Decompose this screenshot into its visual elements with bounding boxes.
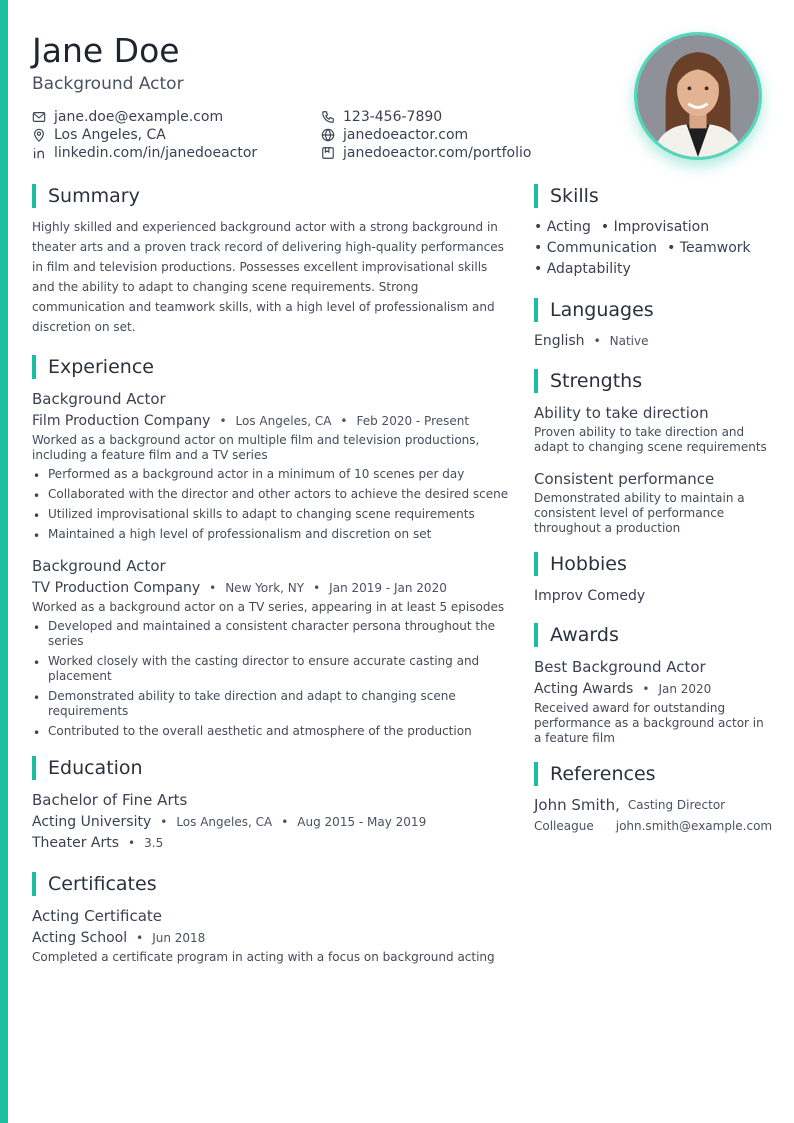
strength-description: Demonstrated ability to maintain a consistent level of performance throughout a production [534,491,745,535]
certificate-description: Completed a certificate program in acting with a focus on background acting [32,950,495,964]
summary-section [32,184,512,337]
strength-name: Ability to take direction [534,404,709,422]
list-item: • Performed as a background actor in a minimum of 10 scenes per day [32,467,512,482]
language-name: English [534,333,585,349]
experience-item [32,556,512,739]
contact-location [32,126,321,143]
reference-row [534,796,770,814]
skill-tag: • Teamwork [667,240,751,256]
references-heading: References [534,762,770,786]
certificate-date: Jun 2018 [152,931,206,945]
education-section [32,756,512,852]
awards-heading: Awards [534,623,770,647]
education-field-row [32,834,512,852]
certificate-meta [32,929,512,947]
accent-bar [0,0,8,1123]
linkedin-text: linkedin.com/in/janedoeactor [54,144,258,161]
separator-dot: • [340,414,348,428]
skills-heading: Skills [534,184,770,208]
phone-icon [321,110,335,124]
candidate-title: Background Actor [32,74,184,94]
experience-section [32,355,512,739]
education-dates: Aug 2015 - May 2019 [297,815,427,829]
job-role: Background Actor [32,390,166,408]
award-meta [534,680,770,698]
award-name: Best Background Actor [534,658,706,676]
skills-section [534,184,770,280]
skills-list [534,217,770,280]
list-item: • Contributed to the overall aesthetic and atmosphere of the production [32,724,512,739]
website-text: janedoeactor.com [343,126,469,143]
education-location: Los Angeles, CA [176,815,273,829]
contact-portfolio[interactable] [321,144,581,161]
job-company: Film Production Company [32,413,211,429]
job-dates: Jan 2019 - Jan 2020 [329,581,447,595]
certificates-section [32,872,512,965]
separator-dot: • [209,581,217,595]
reference-email[interactable]: john.smith@example.com [615,819,773,833]
experience-heading: Experience [32,355,512,379]
separator-dot: • [642,682,650,696]
strengths-section [534,369,770,536]
contact-linkedin[interactable] [32,144,321,161]
strength-name: Consistent performance [534,470,715,488]
education-gpa: 3.5 [144,836,164,850]
globe-icon [321,128,335,142]
list-item: • Utilized improvisational skills to adapt to changing scene requirements [32,507,512,522]
job-meta [32,579,512,597]
main-column [32,184,512,965]
certificate-name: Acting Certificate [32,907,163,925]
summary-text: Highly skilled and experienced background actor with a strong background in theater arts and a proven track record of delivering high-quality performances in film and television productions. Possesses excellent improvisational skills and the ability to adapt to changing scene requirements. Strong communication and teamwork skills, with a high level of professionalism and discretion on set. [32,220,504,334]
location-pin-icon [32,128,46,142]
hobby-item: Improv Comedy [534,588,646,604]
hobbies-section [534,552,770,606]
award-issuer: Acting Awards [534,681,634,697]
reference-position: Casting Director [627,798,726,812]
certificate-issuer: Acting School [32,930,128,946]
strength-description: Proven ability to take direction and adapt to changing scene requirements [534,425,767,454]
mail-icon [32,110,46,124]
awards-section [534,623,770,746]
profile-photo [634,32,762,160]
certificates-heading: Certificates [32,872,512,896]
skill-tag: • Communication [534,240,658,256]
linkedin-icon [32,146,46,160]
language-row [534,332,770,350]
separator-dot: • [313,581,321,595]
contact-website[interactable] [321,126,581,143]
skill-tag: • Adaptability [534,261,631,277]
job-company: TV Production Company [32,580,201,596]
job-bullets [32,619,512,739]
references-section [534,762,773,835]
list-item: • Maintained a high level of professionalism and discretion on set [32,527,512,542]
education-degree: Bachelor of Fine Arts [32,791,188,809]
profile-portrait-image [637,35,759,157]
strengths-heading: Strengths [534,369,770,393]
list-item: • Worked closely with the casting director to ensure accurate casting and placement [32,654,512,684]
list-item: • Demonstrated ability to take direction and adapt to changing scene requirements [32,689,512,719]
list-item: • Developed and maintained a consistent character persona throughout the series [32,619,512,649]
portfolio-icon [321,146,335,160]
separator-dot: • [219,414,227,428]
languages-heading: Languages [534,298,770,322]
separator-dot: • [160,815,168,829]
contact-phone[interactable] [321,108,581,125]
award-date: Jan 2020 [658,682,712,696]
education-heading: Education [32,756,512,780]
education-field: Theater Arts [32,835,120,851]
experience-item [32,389,512,542]
summary-heading: Summary [32,184,512,208]
language-level: Native [609,334,649,348]
location-text: Los Angeles, CA [54,126,166,143]
skill-tag: • Improvisation [600,219,710,235]
hobbies-heading: Hobbies [534,552,770,576]
job-bullets [32,467,512,542]
education-school: Acting University [32,814,152,830]
list-item: • Collaborated with the director and other actors to achieve the desired scene [32,487,512,502]
phone-text: 123-456-7890 [343,108,443,125]
email-text: jane.doe@example.com [54,108,224,125]
education-meta [32,813,512,831]
contact-list [32,108,592,161]
contact-email[interactable] [32,108,321,125]
separator-dot: • [281,815,289,829]
separator-dot: • [128,836,136,850]
separator-dot: • [136,931,144,945]
candidate-name: Jane Doe [32,31,180,70]
job-description: Worked as a background actor on a TV series, appearing in at least 5 episodes [32,600,505,614]
reference-name: John Smith, [534,796,620,814]
skill-tag: • Acting [534,219,591,235]
resume-header [32,30,592,161]
sidebar-column [534,184,773,835]
portfolio-text: janedoeactor.com/portfolio [343,144,532,161]
reference-relation: Colleague [534,819,594,833]
languages-section [534,298,770,350]
job-description: Worked as a background actor on multiple film and television productions, including a feature film and a TV series [32,433,480,462]
job-location: New York, NY [225,581,305,595]
reference-contact-row [534,817,773,835]
job-meta [32,412,512,430]
award-description: Received award for outstanding performance as a background actor in a feature film [534,701,764,745]
job-location: Los Angeles, CA [235,414,332,428]
separator-dot: • [593,334,601,348]
job-role: Background Actor [32,557,166,575]
job-dates: Feb 2020 - Present [356,414,470,428]
